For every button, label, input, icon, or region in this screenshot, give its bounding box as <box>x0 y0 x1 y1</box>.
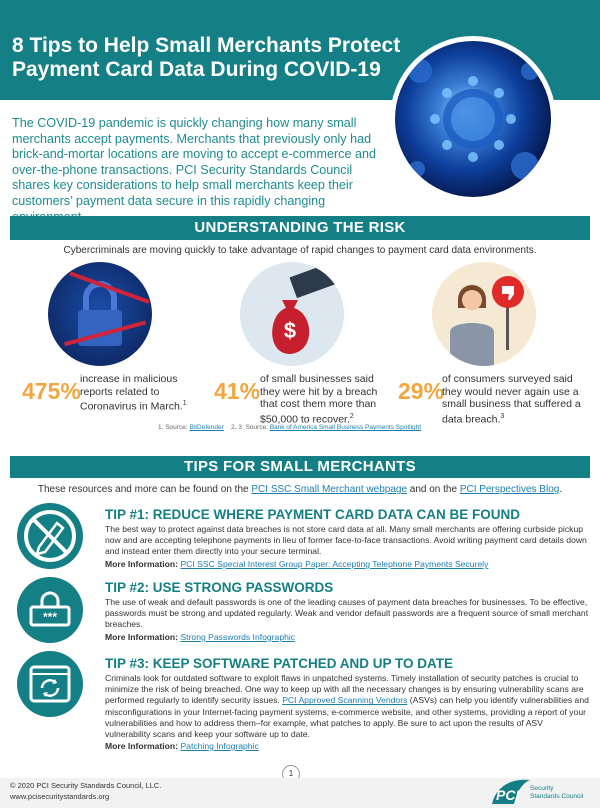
small-merchant-webpage-link[interactable]: PCI SSC Small Merchant webpage <box>251 484 407 495</box>
intro-paragraph: The COVID-19 pandemic is quickly changing how many small merchants accept payments. Merchants that previously only had brick-and-mortar locations are moving to accept e-commerce and over-the-phone transactions. PCI Security Standards Council shares key considerations to help small merchants keep their customers’ payment data secure in this rapidly changing <box>12 116 376 208</box>
tip-3-title: TIP #3: KEEP SOFTWARE PATCHED AND UP TO DATE <box>105 656 454 671</box>
page-title: 8 Tips to Help Small Merchants Protect Payment Card Data During COVID-19 <box>12 34 401 81</box>
svg-text:$: $ <box>283 318 297 343</box>
tip-1-link[interactable]: PCI SSC Special Interest Group Paper: Accepting Telephone Payments Securely <box>180 559 489 569</box>
bank-of-america-link[interactable]: Bank of America Small Business Payments Spotlight <box>269 424 422 431</box>
sources-note: 1. Source: BitDefender 2, 3: Source: Bank of America Small Business Payments Spotlight <box>158 424 422 431</box>
website-link[interactable]: www.pcisecuritystandards.org <box>10 791 110 801</box>
tip-2-title: TIP #2: USE STRONG PASSWORDS <box>105 580 334 595</box>
money-bag-image <box>240 262 344 366</box>
password-lock-icon <box>17 577 83 643</box>
stat-value-2: 41% <box>214 378 261 404</box>
perspectives-blog-link[interactable]: PCI Perspectives Blog <box>459 484 560 495</box>
tip-1-body: The best way to protect against data breaches is not store card data at all. Many small merchants are offering curbside pickup now and are accepting telephone payments in lieu of former face-to-face transactions. Avoid writing payment card details down and instead enter them directly into your secure terminal. <box>105 524 587 557</box>
padlock-image <box>48 262 152 366</box>
copyright: © 2020 PCI Security Standards Council, LLC. <box>10 781 162 790</box>
stat-text-1: increase in malicious reports related to Coronavirus in March.$^1$ <box>80 373 187 413</box>
svg-text:PCI: PCI <box>496 787 520 803</box>
tip-2-more: More Information: Strong Passwords Infographic <box>105 632 296 642</box>
asv-link[interactable]: PCI Approved Scanning Vendors <box>282 695 408 706</box>
tip-2-body: The use of weak and default passwords is one of the leading causes of payment data breaches for businesses. To be effective, passwords must be strong and updated regularly. Weak and vendor default passwords are a frequent source of small merchant breaches. <box>105 597 589 630</box>
stat-value-3: 29% <box>398 378 445 404</box>
risk-subtitle: Cybercriminals are moving quickly to take advantage of rapid changes to payment card data environments. <box>63 245 537 256</box>
tip-3-body: Criminals look for outdated software to exploit flaws in unpatched systems. Timely installation of security patches is crucial to minimize the risk of being breached. One way to keep up with all the necessary changes is by ensuring vulnerability scans are performed regularly to identify security issues. PCI Approved Scanning Vendors (ASVs) can help you identify vulnerabilities and misconfigurations in your Internet-facing payment systems, e-commerce website, and other systems, providing a report of your vulnerabilities and how to address them–for example, what patches to apply. Be sure to act upon the results of ASV vulnerability scans and keep your software up to date. <box>105 673 589 740</box>
resources-line: These resources and more can be found on the PCI SSC Small Merchant webpage and on the PCI Perspectives Blog. <box>37 484 563 495</box>
tip-1-title: TIP #1: REDUCE WHERE PAYMENT CARD DATA CAN BE FOUND <box>105 507 521 522</box>
coronavirus-image <box>390 36 556 202</box>
tip-1-more: More Information: PCI SSC Special Interest Group Paper: Accepting Telephone Payments Securely <box>105 559 489 569</box>
stat-text-2: of small businesses said they were hit by a breach that cost them more than $50,000 to recover.$^2$ <box>260 373 378 425</box>
thumbs-down-woman-image <box>432 262 536 366</box>
footer-text <box>10 781 161 802</box>
council-name: Security Standards Council <box>530 785 584 800</box>
page-number: 1 <box>282 765 300 783</box>
pci-logo <box>490 776 532 806</box>
no-writing-icon <box>17 503 83 569</box>
tip-2-link[interactable]: Strong Passwords Infographic <box>180 632 296 642</box>
tips-heading: TIPS FOR SMALL MERCHANTS <box>10 456 590 478</box>
tip-3-link[interactable]: Patching Infographic <box>180 741 259 751</box>
svg-text:***: *** <box>42 610 58 624</box>
tip-3-more: More Information: Patching Infographic <box>105 741 259 751</box>
bitdefender-link[interactable]: BitDefender <box>189 424 224 431</box>
risk-heading: UNDERSTANDING THE RISK <box>10 216 590 240</box>
stat-value-1: 475% <box>22 378 81 404</box>
software-update-icon <box>17 651 83 717</box>
stat-text-3: of consumers surveyed said they would never again use a small business that suffered a data breach.$^3$ <box>442 373 581 425</box>
